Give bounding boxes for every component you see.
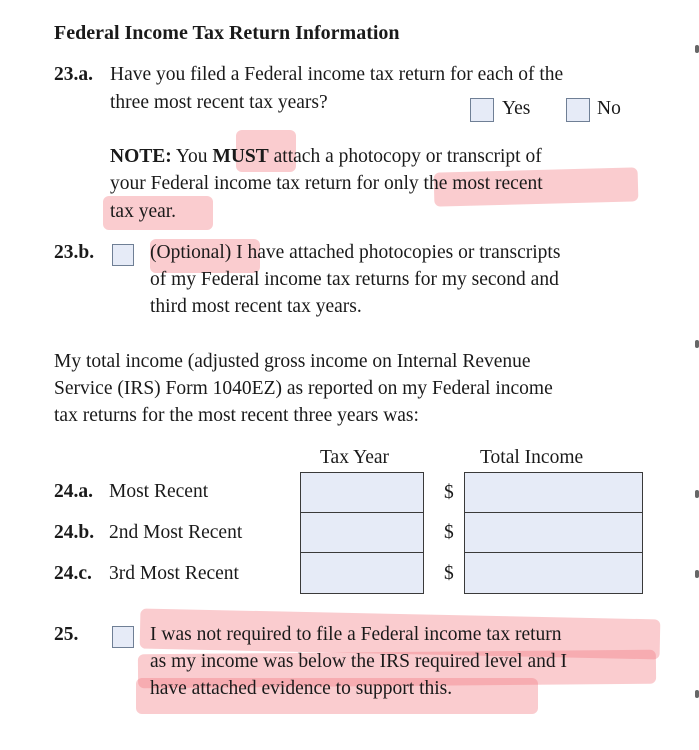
currency-symbol: $ [444, 482, 454, 503]
q25-line1: I was not required to file a Federal income tax return [150, 624, 562, 645]
currency-symbol: $ [444, 563, 454, 584]
q25-line3: have attached evidence to support this. [150, 678, 453, 699]
edge-mark [695, 570, 699, 578]
yes-label: Yes [502, 98, 531, 119]
section-title: Federal Income Tax Return Information [54, 22, 400, 44]
q25-checkbox[interactable] [112, 626, 134, 648]
note-line1-rest: attach a photocopy or transcript of [273, 146, 542, 167]
q23b-line2: of my Federal income tax returns for my second and [150, 269, 559, 290]
income-intro-line3: tax returns for the most recent three years was: [54, 405, 419, 426]
no-label: No [597, 98, 621, 119]
q23a-line1: Have you filed a Federal income tax return for each of the [110, 64, 564, 85]
tax-year-field-24c[interactable] [300, 552, 424, 594]
edge-mark [695, 45, 699, 53]
note-label: NOTE: [110, 146, 172, 167]
q23a-line2: three most recent tax years? [110, 92, 328, 113]
no-checkbox[interactable] [566, 98, 590, 122]
q23b-number: 23.b. [54, 242, 95, 263]
row-number: 24.c. [54, 563, 92, 584]
note-line1 [110, 146, 542, 168]
row-number: 24.b. [54, 522, 95, 543]
yes-checkbox[interactable] [470, 98, 494, 122]
total-income-field-24a[interactable] [464, 472, 643, 514]
q23a-number: 23.a. [54, 64, 93, 85]
edge-mark [695, 340, 699, 348]
row-label: 3rd Most Recent [109, 563, 239, 584]
q25-line2: as my income was below the IRS required level and I [150, 651, 567, 672]
row-label: Most Recent [109, 481, 209, 502]
tax-year-field-24b[interactable] [300, 512, 424, 554]
q23b-line3: third most recent tax years. [150, 296, 362, 317]
col-tax-year: Tax Year [320, 447, 390, 468]
note-line3: tax year. [110, 201, 177, 222]
total-income-field-24c[interactable] [464, 552, 643, 594]
col-total-income: Total Income [480, 447, 584, 468]
note-must: MUST [212, 146, 269, 167]
income-intro-line2: Service (IRS) Form 1040EZ) as reported on my Federal income [54, 378, 553, 399]
edge-mark [695, 490, 699, 498]
q23b-line1: (Optional) I have attached photocopies or transcripts [150, 242, 561, 263]
total-income-field-24b[interactable] [464, 512, 643, 554]
note-you: You [175, 146, 208, 167]
row-number: 24.a. [54, 481, 93, 502]
edge-mark [695, 690, 699, 698]
income-intro-line1: My total income (adjusted gross income on Internal Revenue [54, 351, 531, 372]
q23b-checkbox[interactable] [112, 244, 134, 266]
tax-year-field-24a[interactable] [300, 472, 424, 514]
q25-number: 25. [54, 624, 79, 645]
row-label: 2nd Most Recent [109, 522, 243, 543]
currency-symbol: $ [444, 522, 454, 543]
note-line2: your Federal income tax return for only the most recent [110, 173, 543, 194]
